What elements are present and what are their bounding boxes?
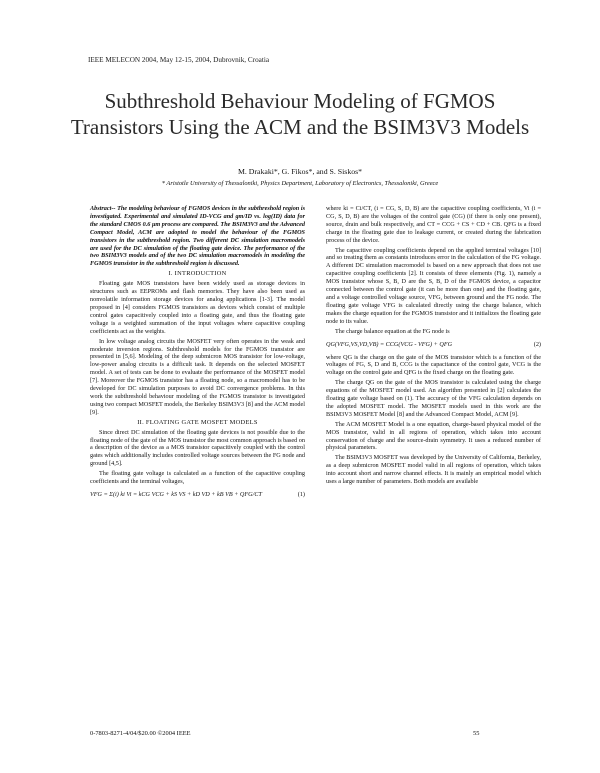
abstract-body: -- The modeling behaviour of FGMOS devices in the subthreshold region is investigated. Experimental and simulated ID-VCG and gm/ID vs. log(ID) data for the standard CMOS 0.6 μm process are compared. The BSIM3V3 and the Advanced Compact Model, ACM are adopted to model the behaviour of the FGMOS transistors in the subthreshold region. Two different DC simulation macromodels are used for the DC simulation of the floating gate device. The performance of the two BSIM3V3 models and of the two DC simulation macromodels in modeling the FGMOS transistor in the subthreshold region is discussed. xyxy=(90,205,305,268)
equation-2-number: (2) xyxy=(533,340,541,348)
equation-1-body: VFG = Σ(i) ki Vi = kCG VCG + kS VS + kD VD + kB VB + QFG/CT xyxy=(90,491,262,498)
paragraph-charge-balance: The charge balance equation at the FG node is xyxy=(335,327,450,335)
affiliation: * Aristotle University of Thessaloniki, Physics Department, Laboratory of Electronics, Thessaloniki, Greece xyxy=(161,180,439,187)
equation-2 xyxy=(326,340,541,349)
paragraph-gate-charge: where QG is the charge on the gate of the MOS transistor which is a function of the voltages of FG, S, D and B, CCG is the capacitance of the control gate, VCG is the voltage on the control gate and QFG is the fixed charge on the floating gate. xyxy=(326,353,541,377)
footer-isbn: 0-7803-8271-4/04/$20.00 ©2004 IEEE xyxy=(90,730,191,737)
author-list: M. Drakaki*, G. Fikos*, and S. Siskos* xyxy=(237,167,363,176)
section-heading-fg-models: II. FLOATING GATE MOSFET MODELS xyxy=(137,418,258,426)
intro-paragraph-2: In low voltage analog circuits the MOSFET very often operates in the weak and moderate inversion regions. Subthreshold models for the FGMOS transistor are presented in [5,6]. Modeling of the deep submicron MOS transistor for low-voltage, low-power analog circuits is a difficult task. It depends on the selected MOSFET model. A set of tests can be done to evaluate the performance of the MOSFET model [7]. Moreover the FGMOS transistor has a floating node, so a macromodel has to be developed for DC simulation purposes to avoid DC convergence problems. In this work the subthreshold behaviour modeling of the FGMOS transistor is investigated using two compact MOSFET models, the Berkeley BSIM3V3 [8] and the ACM model [9]. xyxy=(90,337,305,416)
section-heading-introduction: I. INTRODUCTION xyxy=(168,270,227,278)
paragraph-capacitive-coupling: The capacitive coupling coefficients depend on the applied terminal voltages [10] and so treating them as constants introduces error in the calculation of the FG voltage. A different DC simulation macromodel is based on a new approach that does not use capacitive coupling coefficients [2]. It consists of three elements (Fig. 1), namely a MOS transistor whose S, B, D are the S, B, D of the FGMOS device, a capacitor connected between the control gate (it can be more than one) and the floating gate, and a voltage controlled voltage source, VFG, between ground and the FG node. The floating gate voltage VFG is calculated directly using the charge balance, which makes the charge equation for the FGMOS transistor and it initializes the floating gate node to its value. xyxy=(326,246,541,325)
right-column xyxy=(326,205,541,488)
paragraph-coupling-coefficients: where ki = Ci/CT, (i = CG, S, D, B) are the capacitive coupling coefficients, Vi (i = CG, S, D, B) are the voltages of the control gate (CG) (if there is only one present), source, drain and bulk respectively, and CT = CCG + CS + CD + CB. QFG is a fixed charge in the floating gate due to leakage current, or created during the fabrication process of the device. xyxy=(326,205,541,244)
equation-1 xyxy=(90,490,305,499)
fg-paragraph-1: Since direct DC simulation of the floating gate devices is not possible due to the floating node of the gate of the MOS transistor the most common approach is based on a description of the device as a MOS transistor capacitively coupled with the control gates which additionally includes controlled voltage sources between the FG node and ground [4,5]. xyxy=(90,428,305,468)
equation-1-number: (1) xyxy=(297,491,305,498)
left-column xyxy=(90,205,305,504)
abstract xyxy=(90,205,305,268)
paragraph-mosfet-models: The charge QG on the gate of the MOS transistor is calculated using the charge equations of the MOSFET model used. An algorithm presented in [2] calculates the floating gate voltage based on (1). The accuracy of the VFG calculation depends on the adopted MOSFET model. The MOSFET models used in this work are the BSIM3V3 MOSFET Model [8] and the Advanced Compact Model, ACM [9]. xyxy=(326,379,541,418)
page-number: 55 xyxy=(473,730,480,737)
fg-paragraph-2: The floating gate voltage is calculated as a function of the capacitive coupling coefficients and the terminal voltages, xyxy=(90,470,305,486)
paragraph-bsim3v3-model: The BSIM3V3 MOSFET was developed by the University of California, Berkeley, as a deep submicron MOSFET model valid in all regions of operation, which takes into account short and narrow channel effects. It is mainly an empirical model which uses a large number of parameters. Both models are available xyxy=(326,454,541,486)
conference-header: IEEE MELECON 2004, May 12-15, 2004, Dubrovnik, Croatia xyxy=(88,56,270,64)
paper-title: Subthreshold Behaviour Modeling of FGMOS Transistors Using the ACM and the BSIM3V3 Models xyxy=(70,89,530,139)
intro-paragraph-1: Floating gate MOS transistors have been widely used as storage devices in structures such as EEPROMs and flash memories. They have also been used as nonvolatile information storage devices for analog applications [1-3]. The model proposed in [4] considers FGMOS transistors as devices which consist of multiple control gates capacitively coupled into a floating gate, and thus the floating gate voltage is a weighted summation of the input voltages where capacitive coupling coefficients act as the weights. xyxy=(90,280,305,335)
abstract-lead: Abstract xyxy=(90,205,112,212)
paragraph-acm-model: The ACM MOSFET Model is a one equation, charge-based physical model of the MOS transistor, valid in all regions of operation, which takes into account conservation of charge and the source-drain symmetry. It uses a reduced number of physical parameters. xyxy=(326,420,541,452)
equation-2-body: QG(VFG,VS,VD,VB) = CCG(VCG - VFG) + QFG xyxy=(326,340,453,348)
